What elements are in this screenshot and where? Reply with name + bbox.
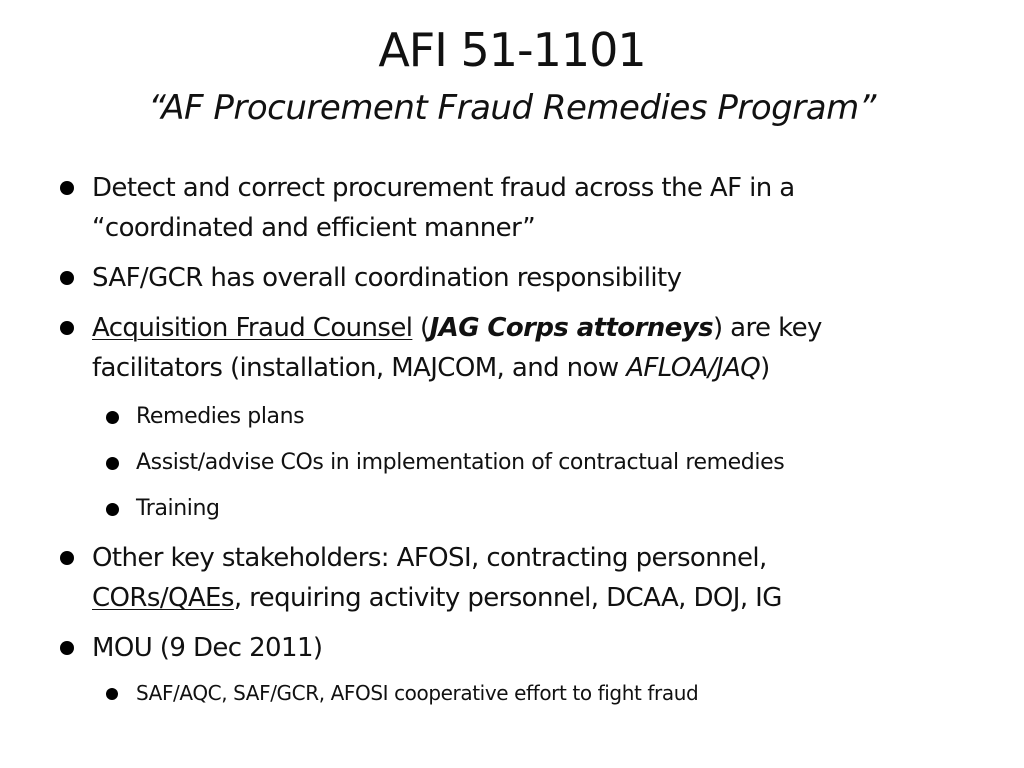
text-fragment: facilitators (installation, MAJCOM, and now: [92, 353, 627, 383]
text-fragment: (: [412, 313, 430, 343]
bullet-line: [92, 578, 1012, 618]
bullet-dot-icon: [106, 457, 119, 470]
sub-bullet-text: SAF/AQC, SAF/GCR, AFOSI cooperative effort to fight fraud: [136, 681, 699, 705]
bullet-dot-icon: [106, 503, 119, 516]
bullet-dot-icon: [106, 411, 119, 424]
bullet-line: Detect and correct procurement fraud across the AF in a: [92, 173, 795, 203]
bullet-dot-icon: [60, 551, 74, 565]
text-fragment: ): [760, 353, 770, 383]
bullet-line: “coordinated and efficient manner”: [92, 213, 536, 243]
cors-qaes-link[interactable]: CORs/QAEs: [92, 583, 234, 613]
bullet-text: [92, 308, 1012, 388]
slide-subtitle: “AF Procurement Fraud Remedies Program”: [148, 88, 876, 128]
bullet-text: [92, 168, 1012, 248]
text-fragment: , requiring activity personnel, DCAA, DOJ, IG: [233, 583, 782, 613]
bullet-dot-icon: [60, 321, 74, 335]
bullet-dot-icon: [60, 181, 74, 195]
jag-corps-text: JAG Corps attorneys: [429, 313, 713, 343]
slide-title: AFI 51-1101: [378, 23, 646, 77]
sub-bullet-text: Training: [136, 496, 220, 521]
bullet-dot-icon: [106, 688, 118, 700]
afloa-jaq-text: AFLOA/JAQ: [626, 353, 761, 383]
sub-bullet-text: Remedies plans: [136, 404, 305, 429]
bullet-line: [92, 348, 1012, 388]
bullet-text: MOU (9 Dec 2011): [92, 633, 323, 663]
bullet-dot-icon: [60, 271, 74, 285]
bullet-line: [92, 308, 1012, 348]
sub-bullet-text: Assist/advise COs in implementation of contractual remedies: [136, 450, 785, 475]
text-fragment: ) are key: [712, 313, 822, 343]
bullet-line: Other key stakeholders: AFOSI, contracting personnel,: [92, 543, 767, 573]
bullet-text: [92, 538, 1012, 618]
title-area: [0, 22, 1024, 130]
acquisition-fraud-counsel-link[interactable]: Acquisition Fraud Counsel: [92, 313, 413, 343]
bullet-dot-icon: [60, 641, 74, 655]
bullet-text: SAF/GCR has overall coordination responsibility: [92, 263, 682, 293]
